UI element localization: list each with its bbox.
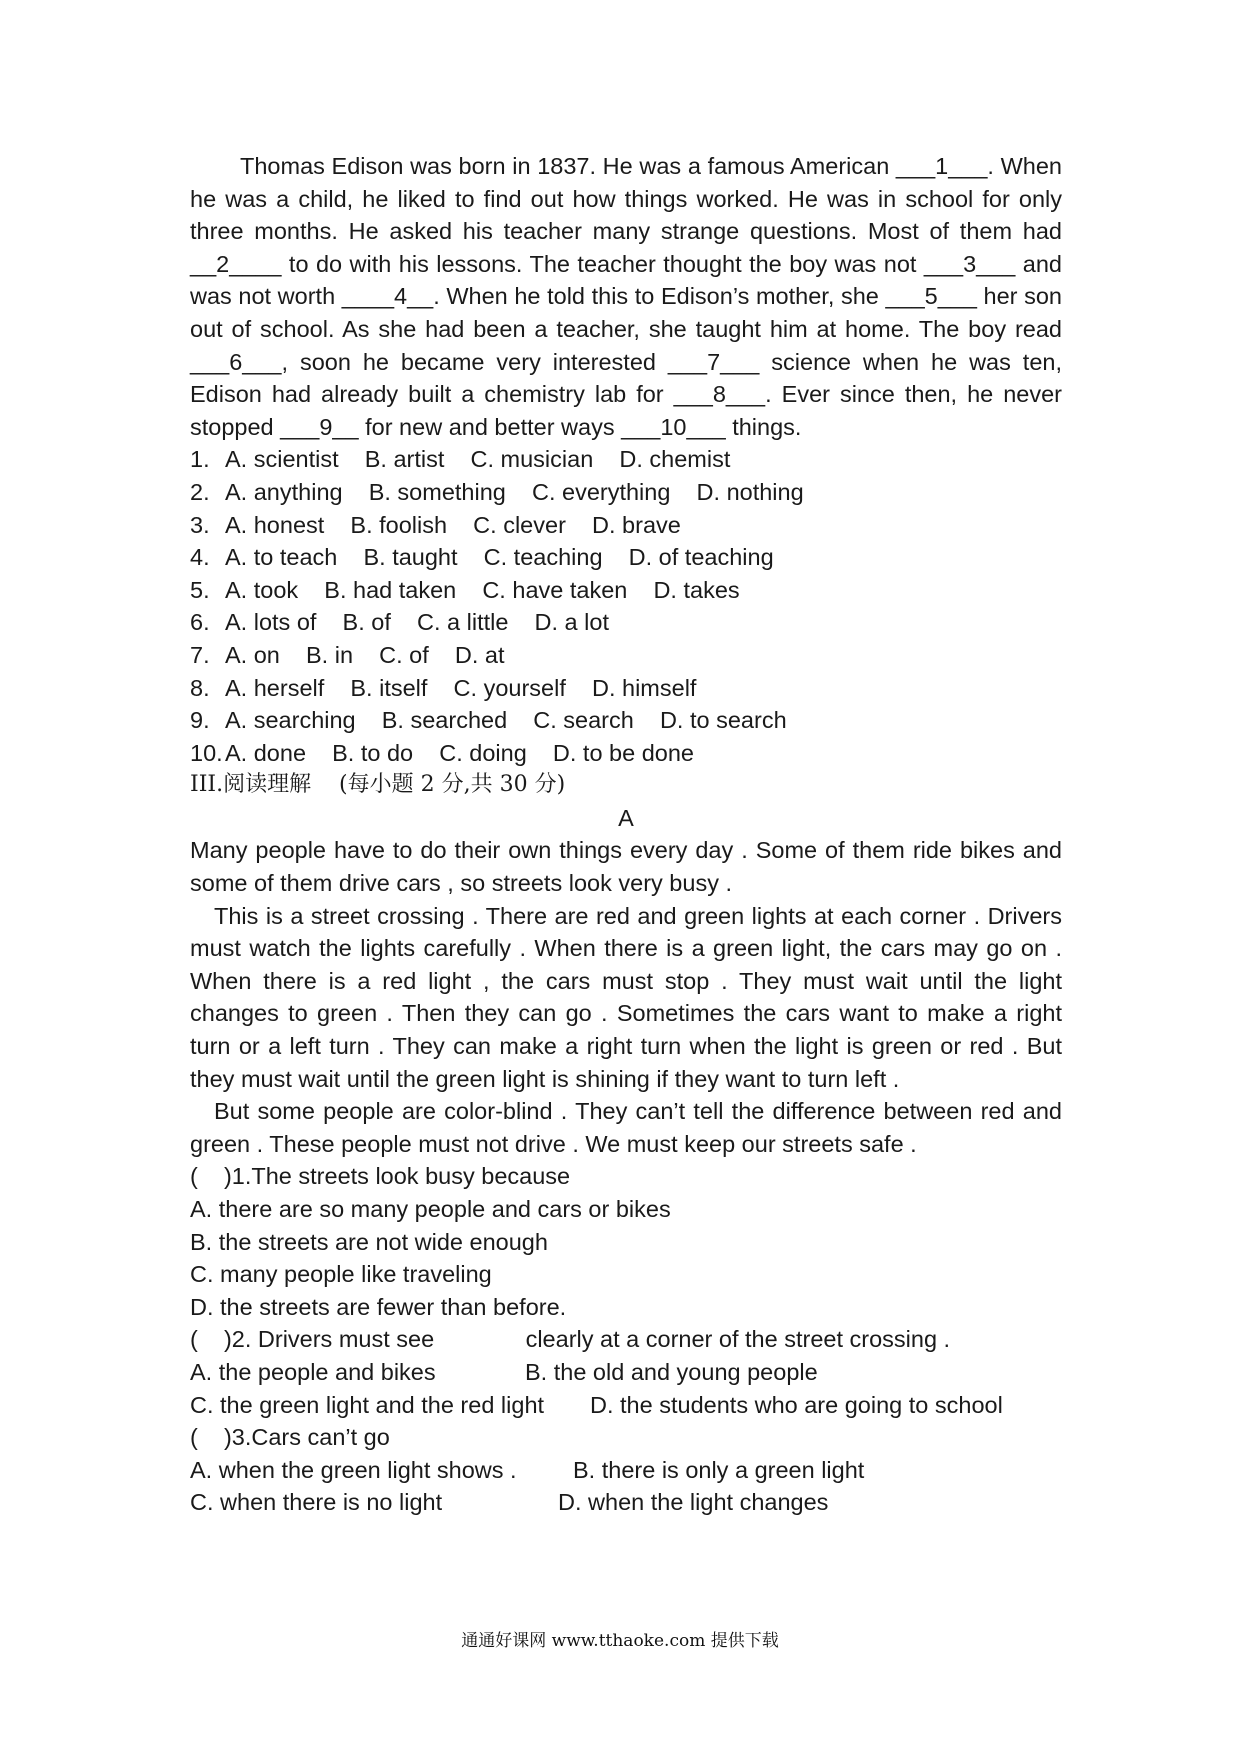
answer-option: A. there are so many people and cars or bikes: [190, 1196, 671, 1222]
answer-option-row: [190, 1454, 1062, 1487]
answer-option: C. the green light and the red light: [190, 1391, 545, 1418]
answer-option: A. the people and bikes: [190, 1358, 436, 1385]
option-choices: A. done B. to do C. doing D. to be done: [225, 739, 694, 766]
answer-option-row: [190, 1356, 1062, 1389]
option-choices: A. on B. in C. of D. at: [225, 641, 505, 668]
cloze-options: [190, 443, 1062, 769]
option-number: 7.: [190, 641, 210, 668]
question-3: [190, 1421, 1062, 1519]
option-number: 10.: [190, 739, 223, 766]
reading-paragraph: This is a street crossing . There are red and green lights at each corner . Drivers must watch the lights carefully . When there is a green light, the cars may go on . When there is a red light , the cars must stop . They must wait until the light changes to green . Then they can go . Sometimes the cars want to make a right turn or a left turn . They can make a right turn when the light is green or red . But they must wait until the green light is shining if they want to turn left .: [190, 902, 1062, 1092]
reading-paragraph: Many people have to do their own things every day . Some of them ride bikes and some of them drive cars , so streets look very busy .: [190, 837, 1062, 897]
document-page: [190, 150, 1062, 1519]
option-row: [190, 541, 1062, 574]
option-choices: A. scientist B. artist C. musician D. chemist: [225, 446, 731, 473]
option-number: 4.: [190, 544, 210, 571]
option-row: [190, 639, 1062, 672]
question-stem: ( )3.Cars can’t go: [190, 1424, 390, 1451]
option-number: 5.: [190, 576, 210, 603]
reading-paragraph: But some people are color-blind . They can’t tell the difference between red and green . These people must not drive . We must keep our streets safe .: [190, 1098, 1062, 1157]
answer-option: C. when there is no light: [190, 1489, 443, 1516]
answer-option: A. when the green light shows .: [190, 1456, 517, 1483]
answer-option: D. the streets are fewer than before.: [190, 1293, 567, 1320]
option-row: [190, 606, 1062, 639]
answer-option: B. the old and young people: [525, 1358, 818, 1385]
option-choices: A. honest B. foolish C. clever D. brave: [225, 511, 681, 538]
question-stem: ( )2. Drivers must see clearly at a corner of the street crossing .: [190, 1326, 951, 1353]
option-number: 9.: [190, 707, 210, 734]
answer-option-row: [190, 1486, 1062, 1519]
passage-label: A: [618, 804, 634, 831]
answer-option: B. the streets are not wide enough: [190, 1228, 548, 1255]
option-number: 3.: [190, 511, 210, 538]
option-row: [190, 476, 1062, 509]
footer-credit: 通通好课网 www.tthaoke.com 提供下载: [461, 1631, 779, 1651]
option-number: 1.: [190, 446, 210, 473]
option-row: [190, 509, 1062, 542]
question-2: [190, 1323, 1062, 1421]
option-row: [190, 704, 1062, 737]
option-row: [190, 574, 1062, 607]
answer-option: D. the students who are going to school: [590, 1391, 1003, 1418]
option-choices: A. lots of B. of C. a little D. a lot: [225, 609, 609, 636]
option-number: 2.: [190, 478, 210, 505]
option-choices: A. herself B. itself C. yourself D. himself: [225, 674, 697, 701]
answer-option-row: [190, 1389, 1062, 1422]
question-1: [190, 1160, 1062, 1323]
answer-option: C. many people like traveling: [190, 1261, 492, 1288]
option-row: [190, 737, 1062, 770]
option-choices: A. took B. had taken C. have taken D. takes: [225, 576, 740, 603]
option-row: [190, 443, 1062, 476]
option-choices: A. anything B. something C. everything D. nothing: [225, 478, 804, 505]
cloze-passage: Thomas Edison was born in 1837. He was a famous American ___1___. When he was a child, he liked to find out how things worked. He was in school for only three months. He asked his teacher many strange questions. Most of them had __2____ to do with his lessons. The teacher thought the boy was not ___3___ and was not worth ____4__. When he told this to Edison’s mother, she ___5___ her son out of school. As she had been a teacher, she taught him at home. The boy read ___6___, soon he became very interested ___7___ science when he was ten, Edison had already built a chemistry lab for ___8___. Ever since then, he never stopped ___9__ for new and better ways ___10___ things.: [190, 153, 1062, 440]
section-heading: III.阅读理解 (每小题 2 分,共 30 分): [190, 772, 566, 798]
option-choices: A. searching B. searched C. search D. to search: [225, 707, 787, 734]
option-choices: A. to teach B. taught C. teaching D. of teaching: [225, 544, 774, 571]
answer-option: D. when the light changes: [558, 1489, 829, 1516]
option-number: 6.: [190, 609, 210, 636]
option-number: 8.: [190, 674, 210, 701]
answer-option: B. there is only a green light: [573, 1456, 865, 1483]
question-stem: ( )1.The streets look busy because: [190, 1163, 571, 1190]
option-row: [190, 672, 1062, 705]
